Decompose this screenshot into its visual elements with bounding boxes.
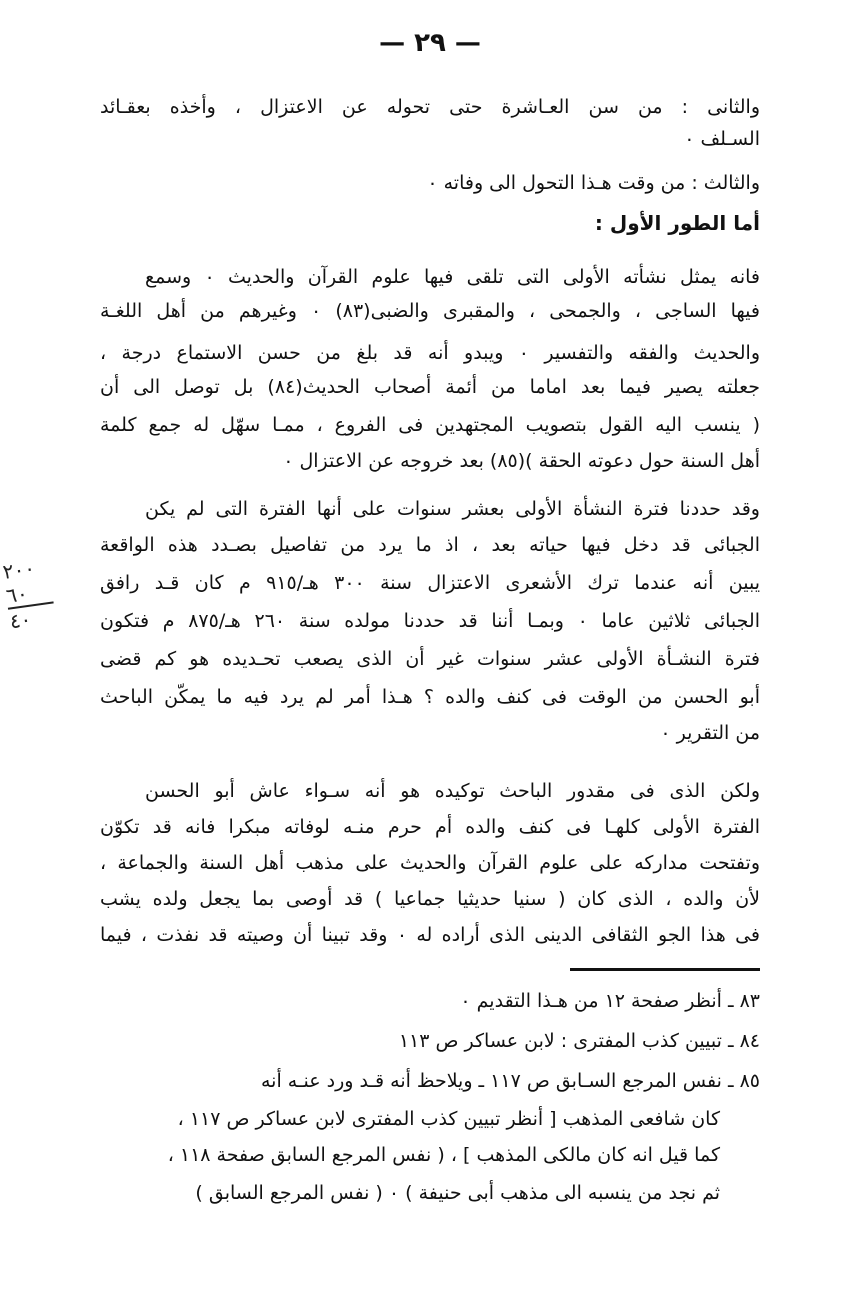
margin-note-line: ٤٠ — [8, 606, 33, 634]
body-line: الجبائى ثلاثين عاما ٠ وبمـا أننا قد حددنا مولده سنة ٢٦٠ هـ/٨٧٥ م فتكون — [100, 610, 760, 632]
body-line: فيها الساجى ، والجمحى ، والمقبرى والضبى(٨٣) ٠ وغيرهم من أهل اللغـة — [100, 300, 760, 322]
footnote-85-line: كما قيل انه كان مالكى المذهب ] ، ( نفس المرجع السابق صفحة ١١٨ ، — [167, 1144, 720, 1166]
body-line: ( ينسب اليه القول بتصويب المجتهدين فى الفروع ، ممـا سهّل له جمع كلمة — [100, 414, 760, 436]
body-line: يبين أنه عندما ترك الأشعرى الاعتزال سنة ٣٠٠ هـ/٩١٥ م كان قـد رافق — [100, 572, 760, 594]
body-line: وقد حددنا فترة النشأة الأولى بعشر سنوات على أنها الفترة التى لم يكن — [145, 498, 760, 520]
body-line: والحديث والفقه والتفسير ٠ ويبدو أنه قد بلغ من حسن الاستماع درجة ، — [100, 342, 761, 364]
body-line: الجبائى قد دخل فيها حياته بعد ، اذ ما يرد من تفاصيل بصـدد هذه الواقعة — [100, 534, 760, 556]
footnote-83: ٨٣ ـ أنظر صفحة ١٢ من هـذا التقديم ٠ — [460, 990, 760, 1012]
body-line: السـلف ٠ — [684, 128, 760, 150]
body-line: أبو الحسن من الوقت فى كنف والده ؟ هـذا أمر لم يرد فيه ما يمكّن الباحث — [100, 686, 760, 708]
body-line: فى هذا الجو الثقافى الدينى الذى أراده له ٠ وقد تبينا أن وصيته قد نفذت ، فيما — [100, 924, 760, 946]
footnote-84: ٨٤ ـ تبيين كذب المفترى : لابن عساكر ص ١١٣ — [398, 1030, 760, 1052]
footnote-separator — [570, 968, 760, 971]
page-number: — ٢٩ — — [379, 28, 481, 58]
body-line: الفترة الأولى كلهـا فى كنف والده أم حرم منـه لوفاته مبكرا فانه قد تكوّن — [100, 816, 760, 838]
body-line: وتفتحت مداركه على علوم القرآن والحديث على مذهب أهل السنة والجماعة ، — [100, 852, 760, 874]
body-line: والثالث : من وقت هـذا التحول الى وفاته ٠ — [427, 172, 760, 194]
body-line: أهل السنة حول دعوته الحقة )(٨٥) بعد خروجه عن الاعتزال ٠ — [283, 450, 760, 472]
footnote-85-line: ثم نجد من ينسبه الى مذهب أبى حنيفة ) ٠ ( نفس المرجع السابق ) — [195, 1182, 720, 1204]
body-line: فترة النشـأة الأولى عشر سنوات غير أن الذى يصعب تحـديده هو كم قضى — [100, 648, 760, 670]
body-line: فانه يمثل نشأته الأولى التى تلقى فيها علوم القرآن والحديث ٠ وسمع — [145, 266, 760, 288]
footnote-85: ٨٥ ـ نفس المرجع السـابق ص ١١٧ ـ ويلاحظ أنه قـد ورد عنـه أنه — [260, 1070, 760, 1092]
margin-note-line: ٢٠٠ — [1, 555, 37, 584]
handwritten-margin-note — [1, 550, 81, 633]
section-heading: أما الطور الأول : — [594, 211, 760, 235]
body-line: من التقرير ٠ — [660, 722, 760, 744]
body-line: جعلته يصير فيما بعد اماما من أئمة أصحاب الحديث(٨٤) بل توصل الى أن — [100, 376, 760, 398]
body-line: لأن والده ، الذى كان ( سنيا حديثيا جماعيا ) قد أوصى بما يجعل ولده يشب — [100, 888, 760, 910]
body-line: ولكن الذى فى مقدور الباحث توكيده هو أنه سـواء عاش أبو الحسن — [145, 780, 760, 802]
margin-note-line: ٦٠ — [5, 578, 54, 610]
body-line: والثانى : من سن العـاشرة حتى تحوله عن الاعتزال ، وأخذه بعقـائد — [100, 96, 760, 118]
footnote-85-line: كان شافعى المذهب [ أنظر تبيين كذب المفترى لابن عساكر ص ١١٧ ، — [177, 1108, 720, 1130]
